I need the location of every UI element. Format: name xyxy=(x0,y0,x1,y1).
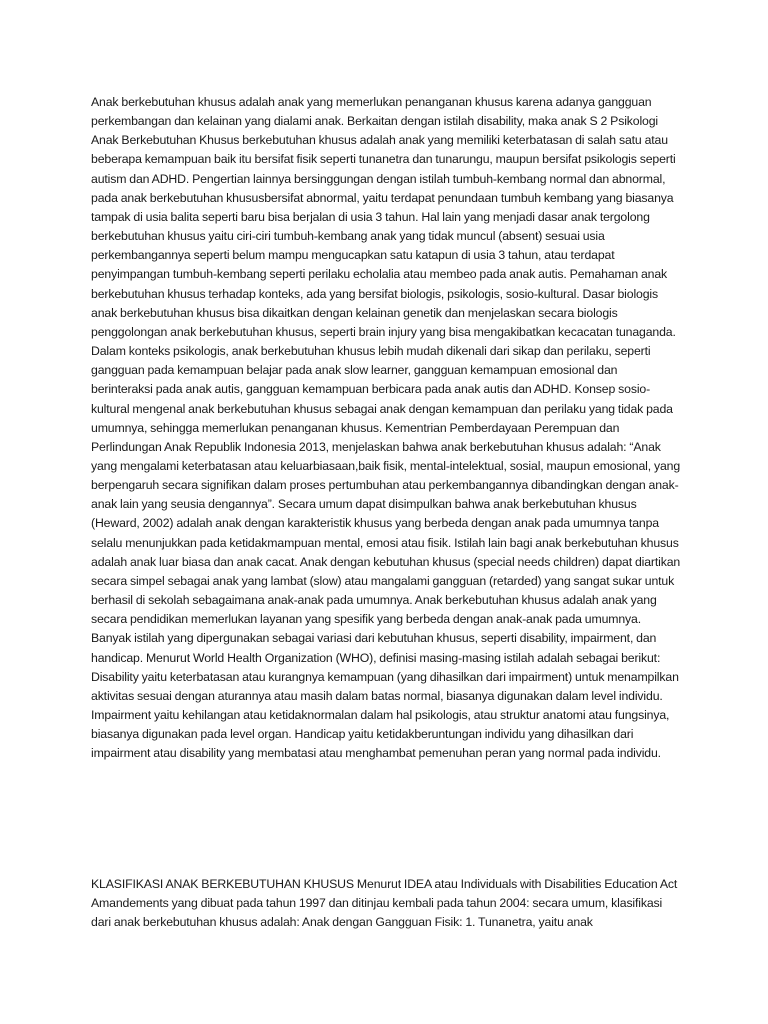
classification-paragraph: KLASIFIKASI ANAK BERKEBUTUHAN KHUSUS Menurut IDEA atau Individuals with Disabilities Education Act Amandements yang dibuat pada tahun 1997 dan ditinjau kembali pada tahun 2004: secara umum, klasifikasi dari anak berkebutuhan khusus adalah: Anak dengan Gangguan Fisik: 1. Tunanetra, yaitu anak xyxy=(91,877,678,930)
body-paragraph: Anak berkebutuhan khusus adalah anak yang memerlukan penanganan khusus karena adanya gangguan perkembangan dan kelainan yang dialami anak. Berkaitan dengan istilah disability, maka anak S 2 Psikologi Anak Berkebutuhan Khusus berkebutuhan khusus adalah anak yang memiliki keterbatasan di salah satu atau beberapa kemampuan baik itu bersifat fisik seperti tunanetra dan tunarungu, maupun bersifat psikologis seperti autism dan ADHD. Pengertian lainnya bersinggungan dengan istilah tumbuh-kembang normal dan abnormal, pada anak berkebutuhan khususbersifat abnormal, yaitu terdapat penundaan tumbuh kembang yang biasanya tampak di usia balita seperti baru bisa berjalan di usia 3 tahun. Hal lain yang menjadi dasar anak tergolong berkebutuhan khusus yaitu ciri-ciri tumbuh-kembang anak yang tidak muncul (absent) sesuai usia perkembangannya seperti belum mampu mengucapkan satu katapun di usia 3 tahun, atau terdapat penyimpangan tumbuh-kembang seperti perilaku echolalia atau membeo pada anak autis. Pemahaman anak berkebutuhan khusus terhadap konteks, ada yang bersifat biologis, psikologis, sosio-kultural. Dasar biologis anak berkebutuhan khusus bisa dikaitkan dengan kelainan genetik dan menjelaskan secara biologis penggolongan anak berkebutuhan khusus, seperti brain injury yang bisa mengakibatkan kecacatan tunaganda. Dalam konteks psikologis, anak berkebutuhan khusus lebih mudah dikenali dari sikap dan perilaku, seperti gangguan pada kemampuan belajar pada anak slow learner, gangguan kemampuan emosional dan berinteraksi pada anak autis, gangguan kemampuan berbicara pada anak autis dan ADHD. Konsep sosio-kultural mengenal anak berkebutuhan khusus sebagai anak dengan kemampuan dan perilaku yang tidak pada umumnya, sehingga memerlukan penanganan khusus. Kementrian Pemberdayaan Perempuan dan Perlindungan Anak Republik Indonesia 2013, menjelaskan bahwa anak berkebutuhan khusus adalah: “Anak yang mengalami keterbatasan atau keluarbiasaan,baik fisik, mental-intelektual, sosial, maupun emosional, yang berpengaruh secara signifikan dalam proses pertumbuhan atau perkembangannya dibandingkan dengan anak-anak lain yang seusia dengannya”. Secara umum dapat disimpulkan bahwa anak berkebutuhan khusus (Heward, 2002) adalah anak dengan karakteristik khusus yang berbeda dengan anak pada umumnya tanpa selalu menunjukkan pada ketidakmampuan mental, emosi atau fisik. Istilah lain bagi anak berkebutuhan khusus adalah anak luar biasa dan anak cacat. Anak dengan kebutuhan khusus (special needs children) dapat diartikan secara simpel sebagai anak yang lambat (slow) atau mangalami gangguan (retarded) yang sangat sukar untuk berhasil di sekolah sebagaimana anak-anak pada umumnya. Anak berkebutuhan khusus adalah anak yang secara pendidikan memerlukan layanan yang spesifik yang berbeda dengan anak-anak pada umumnya. Banyak istilah yang dipergunakan sebagai variasi dari kebutuhan khusus, seperti disability, impairment, dan handicap. Menurut World Health Organization (WHO), definisi masing-masing istilah adalah sebagai berikut: Disability yaitu keterbatasan atau kurangnya kemampuan (yang dihasilkan dari impairment) untuk menampilkan aktivitas sesuai dengan aturannya atau masih dalam batas normal, biasanya digunakan dalam level individu. Impairment yaitu kehilangan atau ketidaknormalan dalam hal psikologis, atau struktur anatomi atau fungsinya, biasanya digunakan pada level organ. Handicap yaitu ketidakberuntungan individu yang dihasilkan dari impairment atau disability yang membatasi atau menghambat pemenuhan peran yang normal pada individu. xyxy=(91,95,681,761)
